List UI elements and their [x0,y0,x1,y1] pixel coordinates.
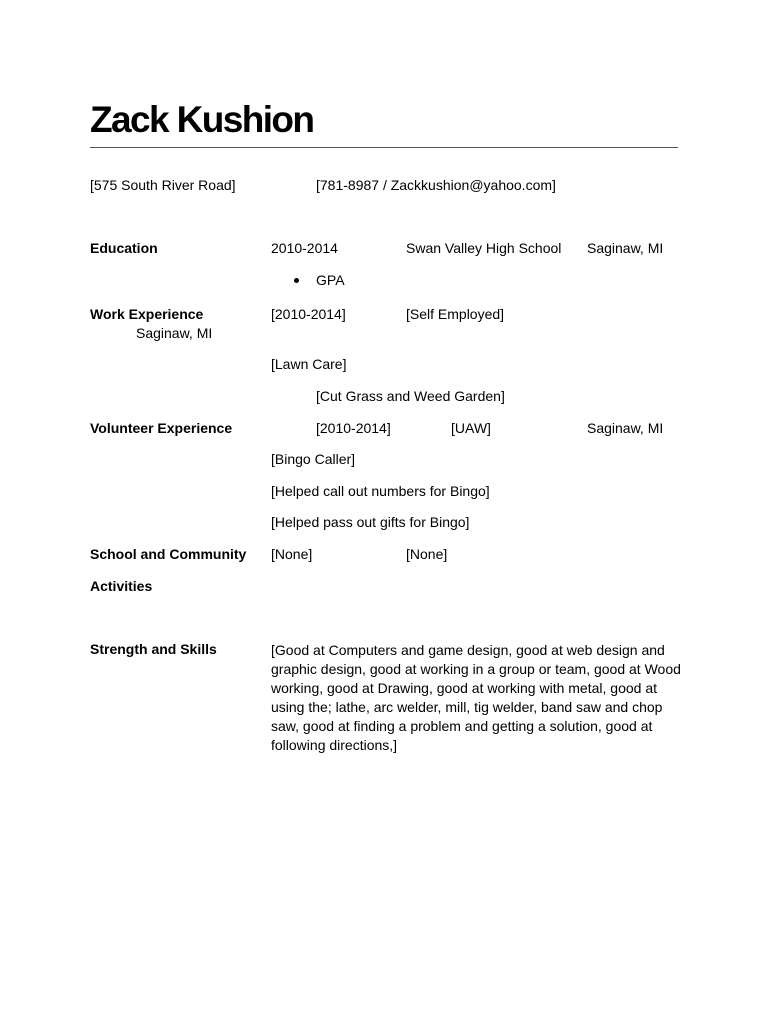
activities-heading-line-1: School and Community [90,546,247,562]
volunteer-location: Saginaw, MI [587,420,664,436]
work-employer: [Self Employed] [406,306,505,322]
work-years: [2010-2014] [271,306,346,322]
volunteer-heading: Volunteer Experience [90,420,233,436]
work-duty: [Cut Grass and Weed Garden] [316,388,505,404]
contact-address: [575 South River Road] [90,177,236,193]
volunteer-org: [UAW] [451,420,491,436]
volunteer-years: [2010-2014] [316,420,391,436]
education-bullet-text: GPA [316,272,345,288]
education-school: Swan Valley High School [406,240,562,256]
activities-value-2: [None] [406,546,448,562]
header-divider [90,147,678,148]
volunteer-role: [Bingo Caller] [271,451,356,467]
education-bullet-dot [294,278,299,283]
education-years: 2010-2014 [271,240,338,256]
work-location: Saginaw, MI [136,325,213,341]
education-location: Saginaw, MI [587,240,664,256]
work-heading: Work Experience [90,306,204,322]
volunteer-duty-1: [Helped call out numbers for Bingo] [271,483,490,499]
work-role: [Lawn Care] [271,356,347,372]
activities-value-1: [None] [271,546,313,562]
resume-name: Zack Kushion [90,99,314,140]
education-heading: Education [90,240,158,256]
skills-text: [Good at Computers and game design, good at web design and graphic design, good at working in a group or team, good at Wood working, good at Drawing, good at working with metal, good at using the; lathe, arc welder, mill, tig welder, band saw and chop saw, good at finding a problem and getting a solution, good at following directions,] [271,642,681,753]
activities-heading-line-2: Activities [90,578,153,594]
contact-phone-email: [781-8987 / Zackkushion@yahoo.com] [316,177,556,193]
skills-heading: Strength and Skills [90,641,217,657]
volunteer-duty-2: [Helped pass out gifts for Bingo] [271,514,470,530]
